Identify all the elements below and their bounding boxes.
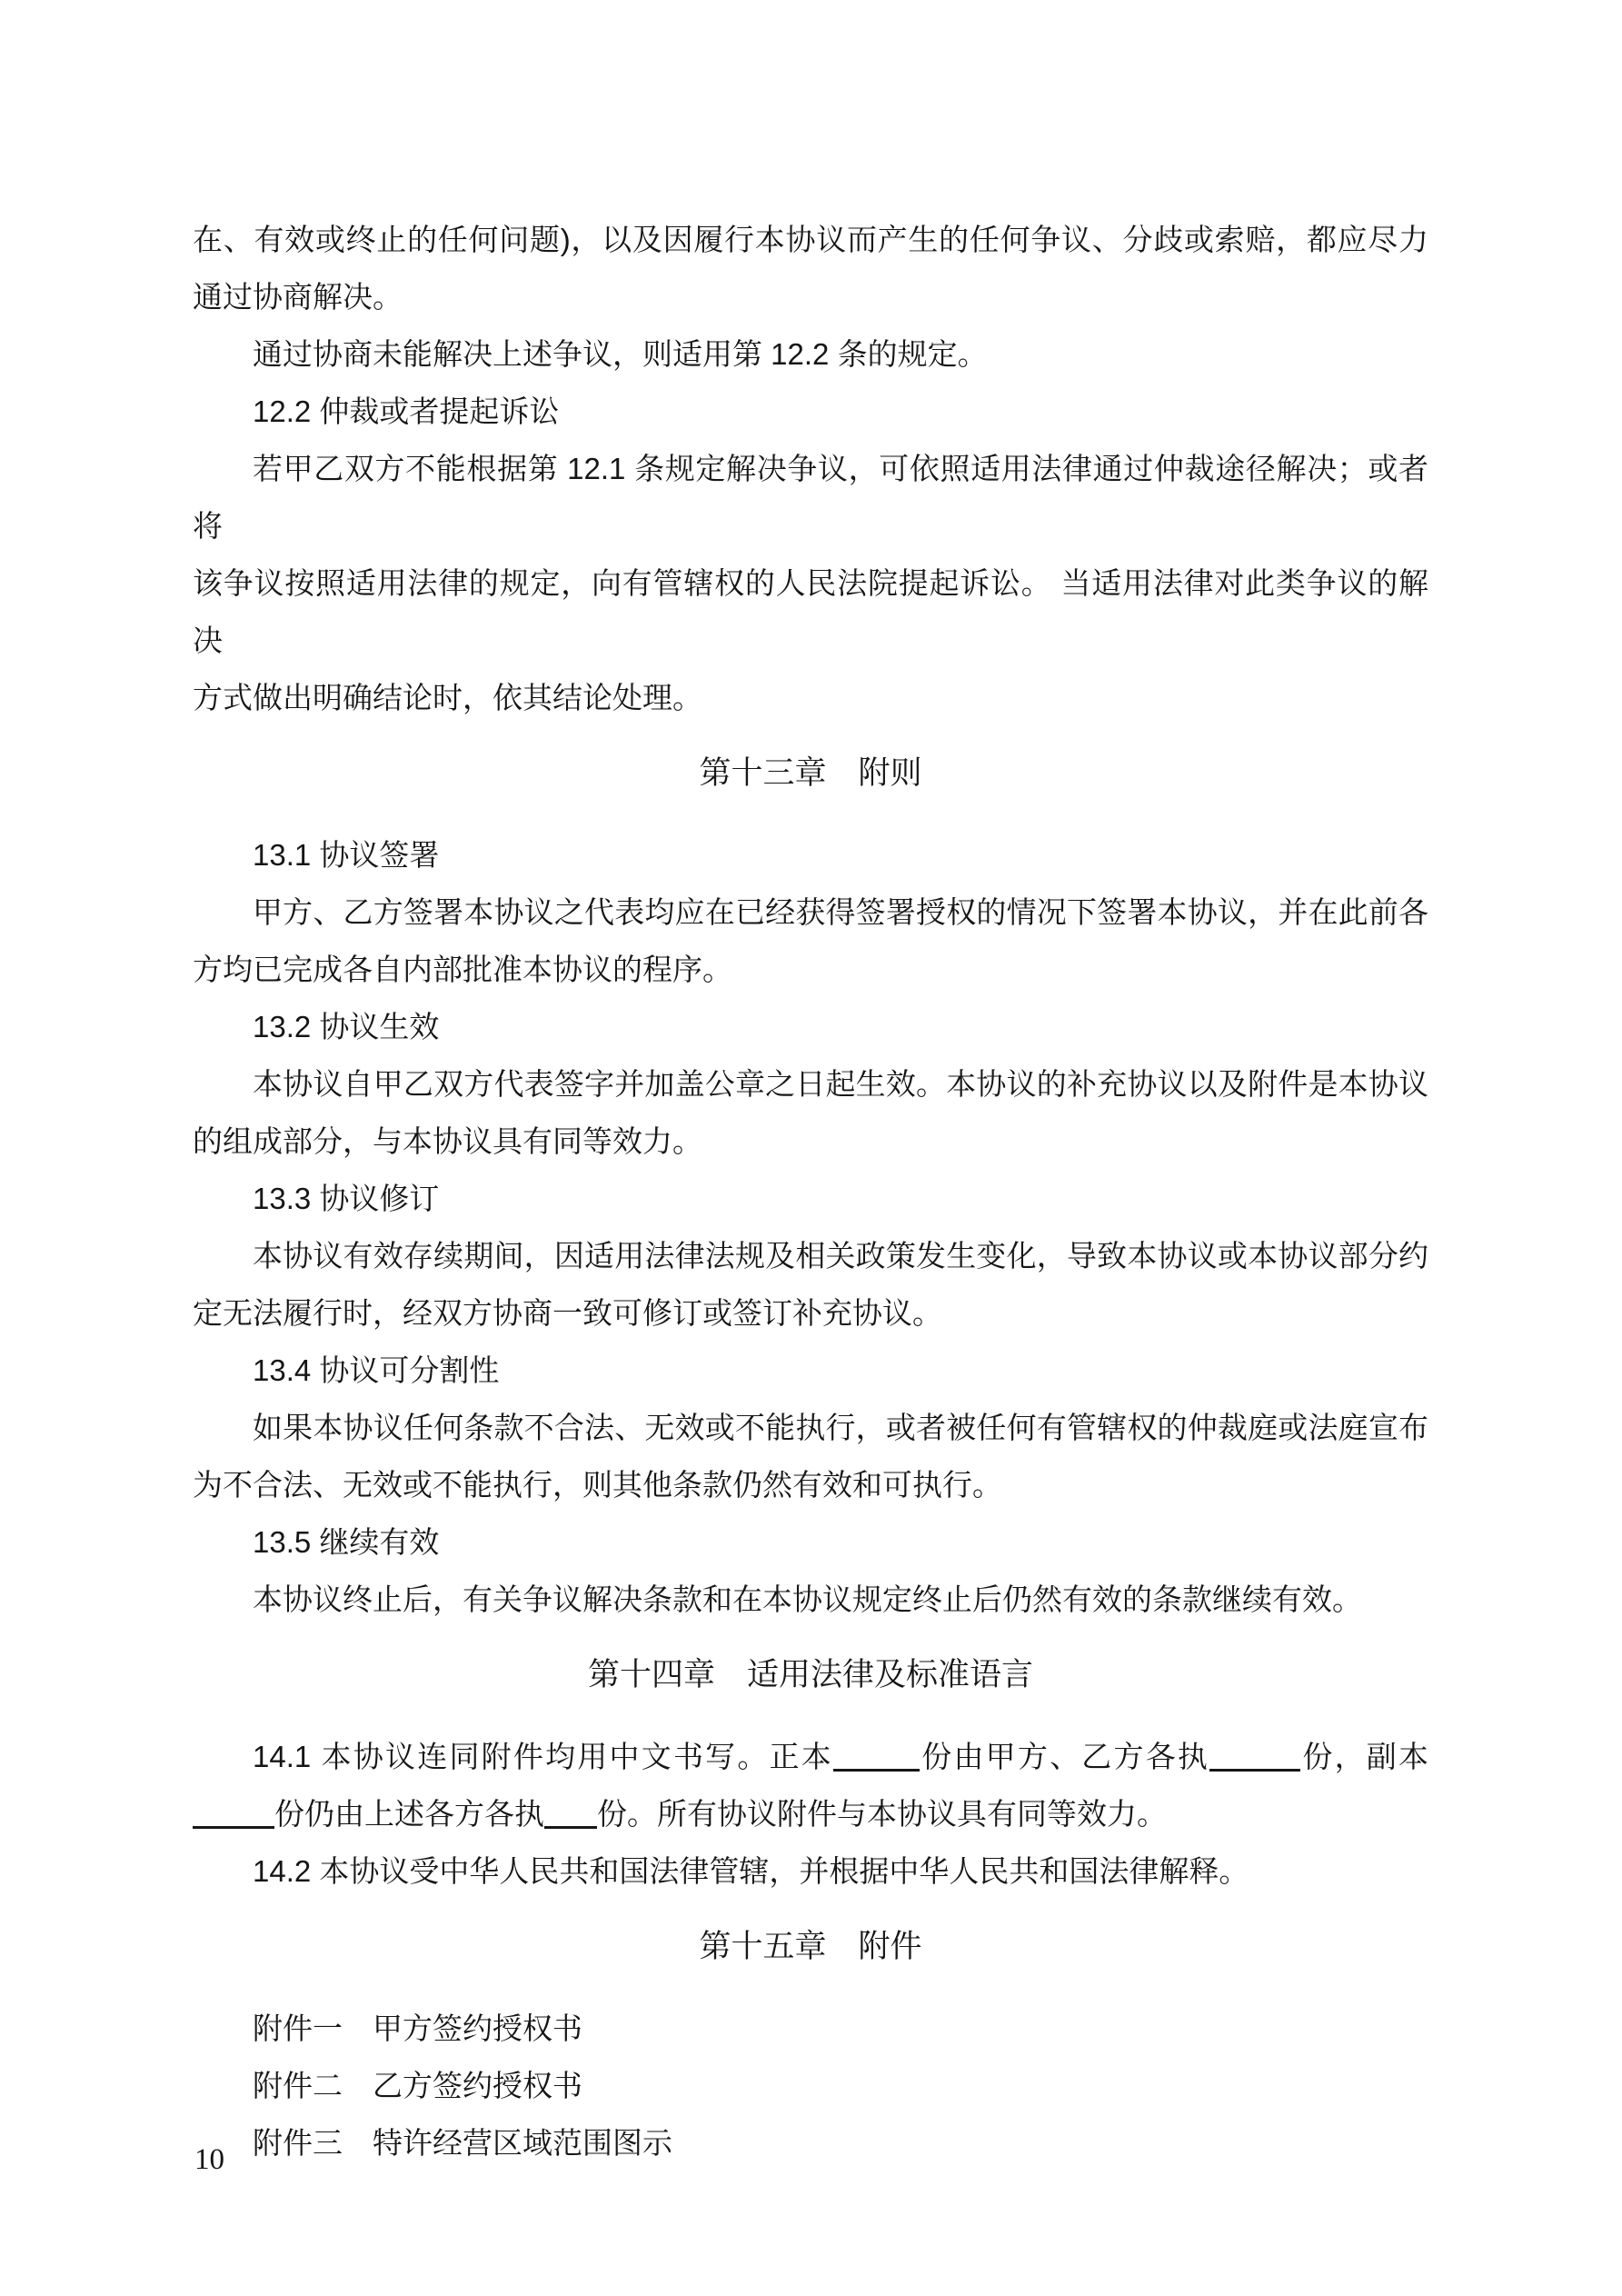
blank-field xyxy=(1209,1767,1300,1772)
paragraph-line: 通过协商未能解决上述争议，则适用第 12.2 条的规定。 xyxy=(253,337,988,371)
document-body xyxy=(193,211,1428,2171)
clause-title-13-3: 13.3 协议修订 xyxy=(253,1182,440,1215)
chapter-13-heading: 第十三章 附则 xyxy=(699,755,922,791)
paragraph-line: 在、有效或终止的任何问题)，以及因履行本协议而产生的任何争议、分歧或索赔，都应尽力 xyxy=(193,223,1428,256)
paragraph-line: 定无法履行时，经双方协商一致可修订或签订补充协议。 xyxy=(193,1296,942,1330)
paragraph-line: 方均已完成各自内部批准本协议的程序。 xyxy=(193,953,732,986)
paragraph-line: 为不合法、无效或不能执行，则其他条款仍然有效和可执行。 xyxy=(193,1468,1002,1502)
blank-field xyxy=(544,1824,597,1829)
clause-14-1-text: 份。所有协议附件与本协议具有同等效力。 xyxy=(597,1797,1167,1831)
attachment-item-1: 附件一 甲方签约授权书 xyxy=(253,2011,582,2045)
page-number: 10 xyxy=(194,2143,224,2176)
clause-14-1-line2 xyxy=(193,1785,1428,1842)
clause-14-1-text: 份仍由上述各方各执 xyxy=(274,1797,544,1831)
paragraph-line: 若甲乙双方不能根据第 12.1 条规定解决争议，可依照适用法律通过仲裁途径解决；或者将 xyxy=(193,452,1428,543)
paragraph-line: 方式做出明确结论时，依其结论处理。 xyxy=(193,681,702,714)
paragraph-line: 本协议自甲乙双方代表签字并加盖公章之日起生效。本协议的补充协议以及附件是本协议 xyxy=(253,1067,1428,1101)
paragraph-line: 该争议按照适用法律的规定，向有管辖权的人民法院提起诉讼。 当适用法律对此类争议的解决 xyxy=(193,566,1428,657)
paragraph-line: 通过协商解决。 xyxy=(193,280,403,314)
paragraph-line: 本协议终止后，有关争议解决条款和在本协议规定终止后仍然有效的条款继续有效。 xyxy=(253,1582,1362,1616)
clause-14-2: 14.2 本协议受中华人民共和国法律管辖，并根据中华人民共和国法律解释。 xyxy=(253,1854,1249,1888)
clause-title-13-2: 13.2 协议生效 xyxy=(253,1010,440,1043)
clause-title-13-4: 13.4 协议可分割性 xyxy=(253,1353,500,1387)
attachment-item-3: 附件三 特许经营区域范围图示 xyxy=(253,2126,672,2160)
blank-field xyxy=(833,1767,920,1772)
clause-title-13-5: 13.5 继续有效 xyxy=(253,1525,440,1559)
clause-14-1-line1 xyxy=(193,1728,1428,1785)
paragraph-line: 如果本协议任何条款不合法、无效或不能执行，或者被任何有管辖权的仲裁庭或法庭宣布 xyxy=(253,1411,1428,1444)
attachment-item-2: 附件二 乙方签约授权书 xyxy=(253,2069,582,2102)
paragraph-line: 甲方、乙方签署本协议之代表均应在已经获得签署授权的情况下签署本协议，并在此前各 xyxy=(253,895,1428,929)
blank-field xyxy=(193,1824,274,1829)
clause-14-1-text: 14.1 本协议连同附件均用中文书写。正本 xyxy=(253,1740,834,1773)
clause-14-1-text: 份，副本 xyxy=(1300,1740,1429,1773)
chapter-15-heading: 第十五章 附件 xyxy=(699,1929,922,1964)
clause-title-13-1: 13.1 协议签署 xyxy=(253,838,440,872)
clause-14-1-text: 份由甲方、乙方各执 xyxy=(920,1740,1210,1773)
paragraph-line: 本协议有效存续期间，因适用法律法规及相关政策发生变化，导致本协议或本协议部分约 xyxy=(253,1239,1428,1273)
chapter-14-heading: 第十四章 适用法律及标准语言 xyxy=(587,1657,1033,1692)
clause-title-12-2: 12.2 仲裁或者提起诉讼 xyxy=(253,394,560,428)
paragraph-line: 的组成部分，与本协议具有同等效力。 xyxy=(193,1124,702,1158)
